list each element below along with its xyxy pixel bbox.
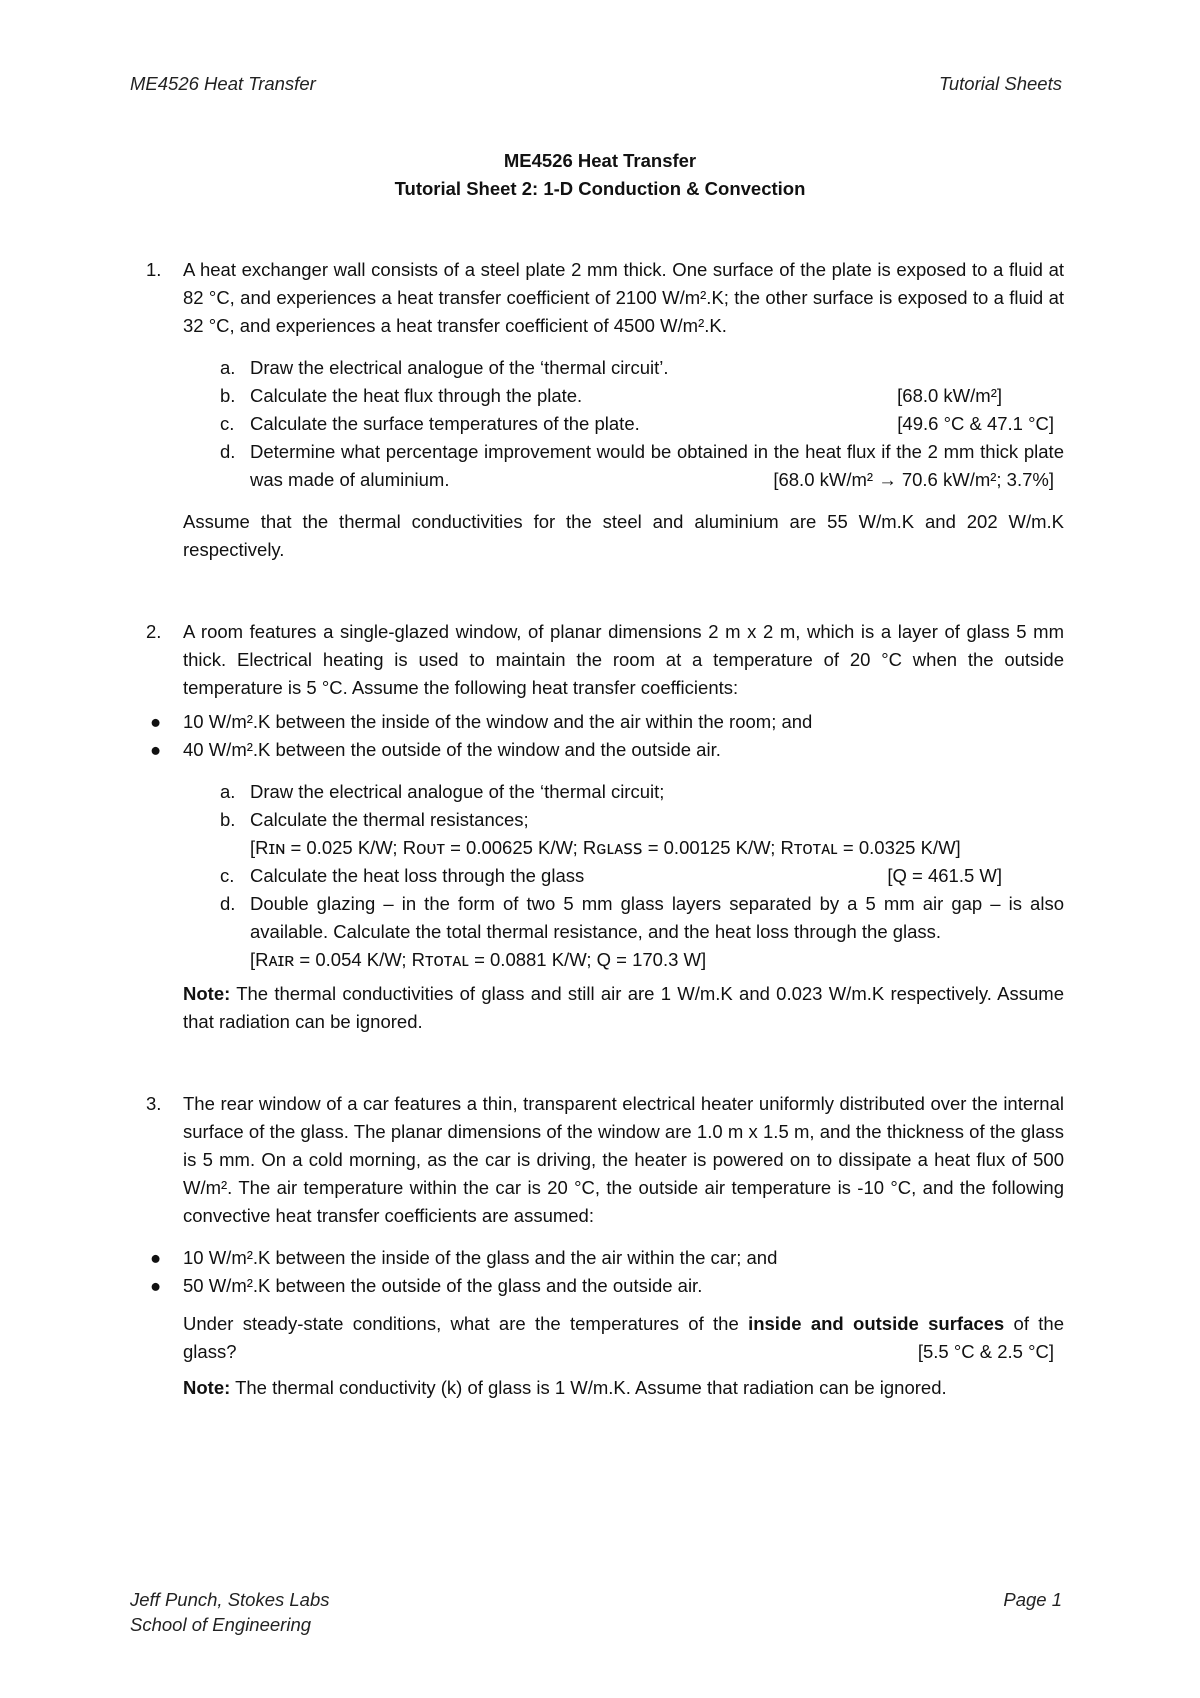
footer-school: School of Engineering xyxy=(130,1614,312,1635)
part-letter: c. xyxy=(220,413,235,434)
note-text: The thermal conductivity (k) of glass is 1 W/m.K. Assume that radiation can be ignored. xyxy=(235,1377,947,1398)
part-letter: c. xyxy=(220,865,235,886)
part-letter: a. xyxy=(220,781,236,802)
footer-author: Jeff Punch, Stokes Labs xyxy=(130,1589,330,1610)
part-text: Double glazing – in the form of two 5 mm glass layers separated by a 5 mm air gap – is also available. Calculate the total thermal resistance, and the heat loss through the glass. xyxy=(250,893,1064,942)
part-text: Calculate the surface temperatures of the plate. xyxy=(250,413,640,434)
question-answer: [5.5 °C & 2.5 °C] xyxy=(917,1341,1054,1362)
list-item xyxy=(183,438,1064,494)
question-number: 3. xyxy=(146,1093,162,1114)
document-title xyxy=(0,147,1200,203)
part-answer: [68.0 kW/m²] xyxy=(897,385,1002,406)
list-item xyxy=(183,382,1064,410)
assumption-text: Assume that the thermal conductivities for the steel and aluminium are 55 W/m.K and 202 W/m.K respectively. xyxy=(183,511,1064,560)
part-answer: [Q = 461.5 W] xyxy=(887,865,1002,886)
question-number: 2. xyxy=(146,621,162,642)
list-item xyxy=(146,708,1064,736)
question-text: A room features a single-glazed window, of planar dimensions 2 m x 2 m, which is a layer of glass 5 mm thick. Electrical heating is used to maintain the room at a temperature of 20 °C when the outside temperature is 5 °C. Assume the following heat transfer coefficients: xyxy=(183,621,1064,698)
bullet-icon: ● xyxy=(150,711,162,732)
header-course: ME4526 Heat Transfer xyxy=(130,73,316,94)
part-answer: [Rᴀɪʀ = 0.054 K/W; Rᴛᴏᴛᴀʟ = 0.0881 K/W; Q = 170.3 W] xyxy=(250,949,707,970)
part-text: Calculate the thermal resistances; xyxy=(250,809,529,830)
question-2-note xyxy=(146,980,1064,1036)
page-header xyxy=(130,70,1062,98)
part-letter: b. xyxy=(220,385,236,406)
list-item xyxy=(183,806,1064,862)
part-text: Calculate the heat flux through the plate. xyxy=(250,385,583,406)
part-text: Determine what percentage improvement would be obtained in the heat flux if the 2 mm thick plate was made of aluminium. xyxy=(250,441,1064,490)
prompt-emphasis: inside and outside surfaces xyxy=(748,1313,1005,1334)
part-text: Calculate the heat loss through the glass xyxy=(250,865,585,886)
bullet-icon: ● xyxy=(150,1275,162,1296)
list-item xyxy=(183,890,1064,974)
part-letter: a. xyxy=(220,357,236,378)
part-text: Draw the electrical analogue of the ‘thermal circuit’. xyxy=(250,357,669,378)
list-item xyxy=(183,354,1064,382)
part-text: Draw the electrical analogue of the ‘thermal circuit; xyxy=(250,781,665,802)
note-label: Note: xyxy=(183,983,231,1004)
question-1 xyxy=(146,256,1064,340)
question-text: A heat exchanger wall consists of a steel plate 2 mm thick. One surface of the plate is exposed to a fluid at 82 °C, and experiences a heat transfer coefficient of 2100 W/m².K; the other surface is exposed to a fluid at 32 °C, and experiences a heat transfer coefficient of 4500 W/m².K. xyxy=(183,259,1064,336)
question-2-parts xyxy=(146,778,1064,974)
header-doc-type: Tutorial Sheets xyxy=(938,73,1062,94)
part-answer: [68.0 kW/m² → 70.6 kW/m²; 3.7%] xyxy=(773,469,1054,490)
bullet-text: 10 W/m².K between the inside of the glass and the air within the car; and xyxy=(183,1247,778,1268)
document-body xyxy=(146,256,1064,1402)
title-course: ME4526 Heat Transfer xyxy=(503,150,697,171)
question-3-prompt xyxy=(146,1310,1064,1366)
question-text: The rear window of a car features a thin, transparent electrical heater uniformly distributed over the internal surface of the glass. The planar dimensions of the window are 1.0 m x 1.5 m, and the thickness of the glass is 5 mm. On a cold morning, as the car is driving, the heater is powered on to dissipate a heat flux of 500 W/m². The air temperature within the car is 20 °C, the outside air temperature is -10 °C, and the following convective heat transfer coefficients are assumed: xyxy=(183,1093,1064,1226)
question-2 xyxy=(146,618,1064,702)
list-item xyxy=(146,1272,1064,1300)
prompt-text-end: of the glass? xyxy=(183,1313,1065,1362)
list-item xyxy=(146,1244,1064,1272)
list-item xyxy=(183,778,1064,806)
question-1-assumption xyxy=(146,508,1064,564)
part-letter: d. xyxy=(220,441,236,462)
bullet-icon: ● xyxy=(150,739,162,760)
bullet-text: 50 W/m².K between the outside of the glass and the outside air. xyxy=(183,1275,703,1296)
prompt-text: Under steady-state conditions, what are the temperatures of the xyxy=(183,1313,739,1334)
bullet-text: 40 W/m².K between the outside of the window and the outside air. xyxy=(183,739,721,760)
bullet-icon: ● xyxy=(150,1247,162,1268)
part-answer: [Rɪɴ = 0.025 K/W; Rᴏᴜᴛ = 0.00625 K/W; Rɢʟᴀꜱꜱ = 0.00125 K/W; Rᴛᴏᴛᴀʟ = 0.0325 K/W] xyxy=(250,837,961,858)
bullet-text: 10 W/m².K between the inside of the window and the air within the room; and xyxy=(183,711,813,732)
part-letter: b. xyxy=(220,809,236,830)
question-1-parts xyxy=(146,354,1064,494)
title-sheet: Tutorial Sheet 2: 1-D Conduction & Convection xyxy=(394,178,806,199)
list-item xyxy=(146,736,1064,764)
part-answer: [49.6 °C & 47.1 °C] xyxy=(897,413,1054,434)
footer-page-number: Page 1 xyxy=(1003,1589,1062,1610)
part-letter: d. xyxy=(220,893,236,914)
list-item xyxy=(183,862,1064,890)
page-footer xyxy=(130,1587,1062,1637)
question-3-note xyxy=(146,1374,1064,1402)
question-3 xyxy=(146,1090,1064,1230)
list-item xyxy=(183,410,1064,438)
question-number: 1. xyxy=(146,259,162,280)
note-text: The thermal conductivities of glass and still air are 1 W/m.K and 0.023 W/m.K respectively. Assume that radiation can be ignored. xyxy=(183,983,1064,1032)
note-label: Note: xyxy=(183,1377,231,1398)
